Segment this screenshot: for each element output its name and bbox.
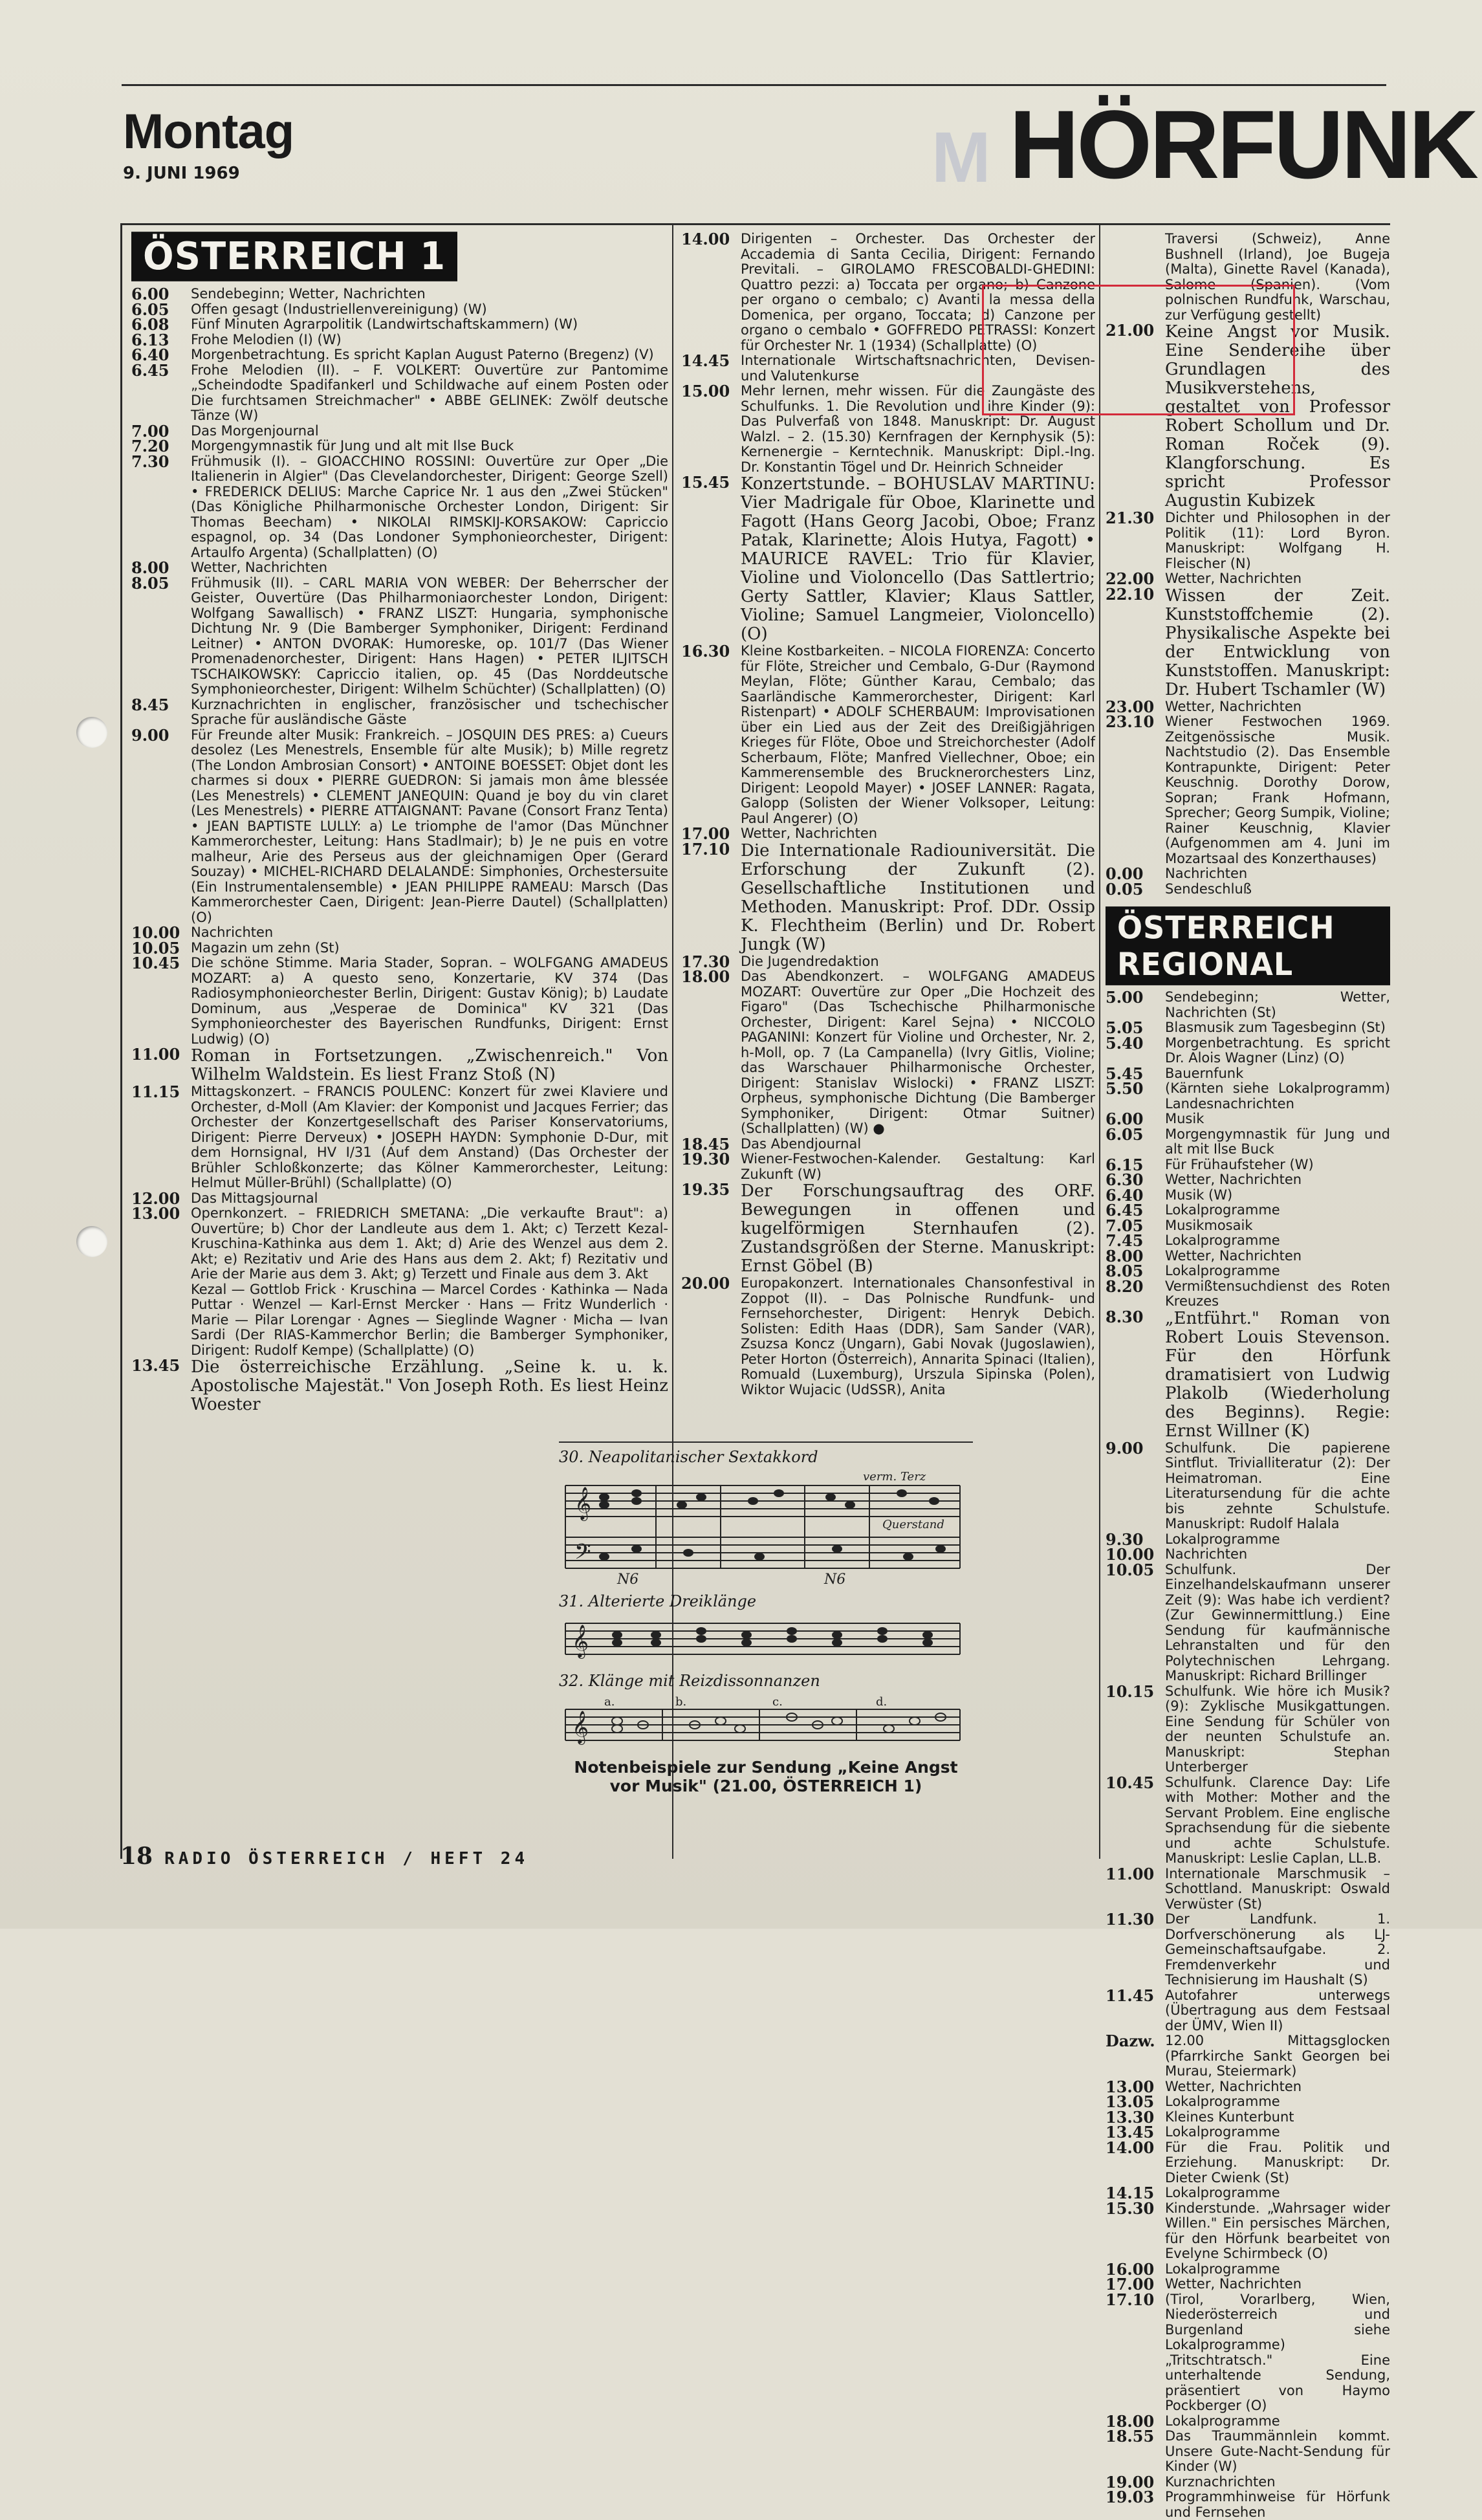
- program-entry: [1106, 2186, 1390, 2201]
- music-example-31-staff: [559, 1610, 973, 1669]
- program-text: Mehr lernen, mehr wissen. Für die Zaungäste des Schulfunks. 1. Die Revolution und ihre Kinder (9): Das Pulverfaß von 1848. Manuskript: Dr. August Walzl. – 2. (15.30) Kernfragen der Kernphysik (5): Kernenergie – Kerntechnik. Manuskript: Dipl.-Ing. Dr. Konstantin Tögel und Dr. Heinrich Schneider: [741, 383, 1095, 475]
- program-entry: [131, 454, 668, 561]
- program-entry: [131, 560, 668, 576]
- program-text: Nachrichten: [1165, 866, 1248, 881]
- program-entry: [1106, 2125, 1390, 2140]
- program-text: Kinderstunde. „Wahrsager wider Willen." Ein persisches Märchen, für den Hörfunk bearbeitet von Evelyne Schirmbeck (O): [1165, 2200, 1390, 2261]
- program-time: 15.30: [1106, 2198, 1155, 2218]
- program-text: Frohe Melodien (I) (W): [191, 331, 342, 347]
- oe1-banner: ÖSTERREICH 1: [131, 232, 457, 281]
- program-text: Kurznachrichten in englischer, französischer und tschechischer Sprache für ausländische Gäste: [191, 696, 668, 727]
- program-text: Musikmosaik: [1165, 1217, 1253, 1233]
- program-text: Wetter, Nachrichten: [1165, 1172, 1302, 1187]
- program-time: 8.20: [1106, 1276, 1144, 1296]
- svg-text:𝄞: 𝄞: [574, 1487, 592, 1520]
- program-text: Fünf Minuten Agrarpolitik (Landwirtschaftskammern) (W): [191, 316, 578, 332]
- program-time: 5.45: [1106, 1064, 1144, 1083]
- program-text: Die Jugendredaktion: [741, 953, 879, 969]
- highlight-box: [982, 285, 1295, 415]
- program-entry: [131, 1206, 668, 1282]
- program-text: Für Freunde alter Musik: Frankreich. – JOSQUIN DES PRES: a) Cueurs desolez (Les Menestrels, Ensemble für alte Musik); b) Mille regretz (The London Ambrosian Consort) • ANTOINE BOESSET: Objet dont les charmes si doux • PIERRE GUEDRON: Si jamais mon âme blessée (Les Menestrels) • CLEMENT JANEQUIN: Quand je boy du vin claret (Les Menestrels) • PIERRE ATTAIGNANT: Pavane (Consort Franz Tenta) • JEAN BAPTISTE LULLY: a) Le triomphe de l'amor (Das Münchner Kammerorchester, Leitung: Hans Stadlmair); b) Je ne puis en votre malheur, Arie des Perseus aus der gleichnamigen Oper (Gerard Souzay) • MICHEL-RICHARD DELALANDE: Simphonies, Orchestersuite (Ein Instrumentalensemble) • JEAN PHILIPPE RAMEAU: Marsch (Das Kammerorchester Caen, Dirigent: Jean-Pierre Dautel) (Schallplatten) (O): [191, 727, 668, 925]
- program-text: Morgengymnastik für Jung und alt mit Ilse Buck: [1165, 1126, 1390, 1157]
- program-text: Wiener-Festwochen-Kalender. Gestaltung: Karl Zukunft (W): [741, 1151, 1095, 1182]
- program-time: 17.10: [681, 839, 730, 859]
- program-time: 0.05: [1106, 879, 1144, 899]
- program-entry: [1106, 866, 1390, 882]
- program-entry: [131, 439, 668, 454]
- program-time: 19.30: [681, 1150, 730, 1168]
- program-time: 10.45: [131, 954, 180, 972]
- music-examples: [559, 1436, 973, 1795]
- program-entry: [1106, 2033, 1390, 2079]
- program-entry: [1106, 714, 1390, 866]
- program-time: 14.00: [1106, 2138, 1155, 2157]
- program-time: 20.00: [681, 1274, 730, 1293]
- program-time: 6.30: [1106, 1170, 1144, 1189]
- program-time: 8.45: [131, 695, 169, 714]
- program-text: Internationale Marschmusik – Schottland. Manuskript: Oswald Verwüster (St): [1165, 1865, 1390, 1912]
- program-time: 7.20: [131, 437, 169, 455]
- program-entry: [131, 573, 668, 697]
- program-time: 18.55: [1106, 2427, 1155, 2446]
- program-text: Musik (W): [1165, 1187, 1233, 1203]
- program-text: Für Frühaufsteher (W): [1165, 1156, 1314, 1172]
- program-entry: [131, 956, 668, 1047]
- program-entry: [1106, 1276, 1390, 1309]
- program-entry: [1106, 2198, 1390, 2262]
- program-text: Sendeschluß: [1165, 881, 1252, 897]
- program-entry: [1106, 879, 1390, 899]
- program-entry: [681, 644, 1095, 826]
- program-time: 6.05: [1106, 1124, 1144, 1144]
- program-text: Lokalprogramme: [1165, 1233, 1280, 1248]
- program-time: 23.00: [1106, 697, 1155, 716]
- program-entry: [681, 839, 1095, 954]
- program-time: 19.35: [681, 1180, 730, 1199]
- program-entry: [131, 1084, 668, 1191]
- program-entry: [681, 475, 1095, 644]
- program-entry: [131, 1191, 668, 1207]
- program-text: Nachrichten: [1165, 1546, 1248, 1562]
- program-text: Wetter, Nachrichten: [1165, 571, 1302, 586]
- footer-text: RADIO ÖSTERREICH / HEFT 24: [164, 1849, 529, 1868]
- program-text: Das Mittagsjournal: [191, 1190, 318, 1206]
- program-text: Dichter und Philosophen in der Politik (11): Lord Byron. Manuskript: Wolfgang H. Fleischer (N): [1165, 510, 1390, 571]
- program-text: Lokalprogramme: [1165, 2261, 1280, 2277]
- program-entry: [131, 330, 668, 349]
- program-time: 11.45: [1106, 1986, 1155, 2005]
- program-text: Schulfunk. Der Einzelhandelskaufmann unserer Zeit (9): Was habe ich verdient? (Zur Gewinnermittlung.) Eine Sendung für kaufmännische Lehranstalten und für den Polytechnischen Lehrgang. Manuskript: Richard Brillinger: [1165, 1561, 1390, 1683]
- program-entry: [131, 697, 668, 728]
- program-text: Wetter, Nachrichten: [1165, 1247, 1302, 1264]
- program-entry: [1106, 584, 1390, 699]
- program-time: 19.03: [1106, 2488, 1155, 2506]
- program-entry: [1106, 1438, 1390, 1532]
- program-entry: [131, 938, 668, 958]
- program-text: Musik: [1165, 1111, 1204, 1126]
- page-number: 18: [120, 1843, 153, 1870]
- program-text: Bauernfunk: [1165, 1065, 1244, 1081]
- regional-schedule: [1106, 990, 1390, 2520]
- program-entry: [1106, 1246, 1390, 1265]
- program-time: 13.45: [131, 1356, 180, 1375]
- program-time: 6.15: [1106, 1155, 1144, 1174]
- program-text: Wetter, Nachrichten: [1165, 698, 1302, 714]
- column-rule: [1099, 225, 1100, 1859]
- program-text: Dirigenten – Orchester. Das Orchester der Accademia di Santa Cecilia, Dirigent: Fernando Previtali. – GIROLAMO FRESCOBALDI-GHEDINI: Quattro pezzi: a) Toccata per organo; b) Canzone per organo o cembalo; c) Avanti la messa della Domenica, per organo, Toccata; d) Canzone per organo o cembalo • GOFFREDO PETRASSI: Konzert für Orchester Nr. 1 (1934) (Schallplatte) (O): [741, 231, 1095, 353]
- program-entry: [1106, 1203, 1390, 1218]
- section-title: HÖRFUNK: [1009, 90, 1476, 199]
- program-time: 17.00: [681, 824, 730, 843]
- program-text: Der Landfunk. 1. Dorfverschönerung als LJ-Gemeinschaftsaufgabe. 2. Fremdenverkehr und Technisierung im Haushalt (S): [1165, 1911, 1390, 1988]
- day-title: Montag: [123, 104, 294, 159]
- program-text: Sendebeginn; Wetter, Nachrichten: [191, 286, 426, 301]
- program-time: 9.30: [1106, 1529, 1144, 1549]
- program-entry: [681, 1276, 1095, 1397]
- program-time: 8.30: [1106, 1307, 1144, 1326]
- music-example-31-title: 31. Alterierte Dreiklänge: [559, 1592, 757, 1610]
- program-time: 11.15: [131, 1082, 180, 1101]
- program-entry: [681, 1134, 1095, 1154]
- program-entry: [681, 1152, 1095, 1182]
- program-entry: [131, 347, 668, 363]
- program-text: Roman in Fortsetzungen. „Zwischenreich." Von Wilhelm Waldstein. Es liest Franz Stoß (N): [191, 1046, 668, 1084]
- program-time: 10.00: [1106, 1545, 1155, 1564]
- program-time: 10.15: [1106, 1682, 1155, 1701]
- program-time: 13.00: [131, 1204, 180, 1223]
- program-entry: [131, 287, 668, 302]
- program-time: 7.45: [1106, 1231, 1144, 1250]
- program-text: (Kärnten siehe Lokalprogramm) Landesnachrichten: [1165, 1080, 1390, 1112]
- program-time: 6.00: [1106, 1110, 1144, 1128]
- program-entry: [131, 725, 668, 926]
- program-text: Lokalprogramme: [1165, 2094, 1280, 2109]
- program-time: 0.00: [1106, 864, 1144, 883]
- program-entry: [1106, 2429, 1390, 2475]
- program-entry: [1106, 1233, 1390, 1249]
- program-time: 6.13: [131, 330, 169, 349]
- program-text: Das Abendjournal: [741, 1135, 862, 1152]
- program-time: 10.05: [131, 938, 180, 958]
- program-text: Das Traummännlein kommt. Unsere Gute-Nacht-Sendung für Kinder (W): [1165, 2428, 1390, 2474]
- program-text: Keine Angst vor Musik. Eine Sendereihe über Grundlagen des Musikverstehens, gestaltet von Professor Robert Schollum und Dr. Roman Roček (9). Klangforschung. Es spricht Professor Augustin Kubizek: [1165, 322, 1390, 510]
- ex32-label-b: b.: [675, 1695, 687, 1709]
- program-text: Kleine Kostbarkeiten. – NICOLA FIORENZA: Concerto für Flöte, Streicher und Cembalo, G-Dur (Raymond Meylan, Flöte; Günther Karau, Cembalo; das Saarländische Kammerorchester, Dirigent: Karl Ristenpart) • ADOLF SCHERBAUM: Improvisationen über ein Lied aus der Zeit des Dreißigjährigen Krieges für Flöte, Oboe und Streichorchester (Adolf Scherbaum, Flöte; Manfred Viellechner, Oboe; ein Kammerensemble des Brucknerorchesters Linz, Dirigent: Leopold Mayer) • JOSEF LANNER: Ragata, Galopp (Solisten der Wiener Volksoper, Leitung: Paul Angerer) (O): [741, 643, 1095, 826]
- program-entry: [1106, 2107, 1390, 2127]
- program-time: 13.30: [1106, 2107, 1155, 2127]
- program-text: Wetter, Nachrichten: [741, 826, 878, 841]
- program-text: Traversi (Schweiz), Anne Bushnell (Irland), Joe Bugeja (Malta), Ginette Ravel (Kanada), Salome (Spanien). (Vom polnischen Rundfunk, Warschau, zur Verfügung gestellt): [1165, 231, 1390, 323]
- program-time: 6.08: [131, 315, 169, 334]
- punch-hole-top: [76, 717, 107, 748]
- program-entry: [1106, 1157, 1390, 1173]
- program-entry: [1106, 1775, 1390, 1867]
- program-text: 12.00 Mittagsglocken (Pfarrkirche Sankt Georgen bei Murau, Steiermark): [1165, 2033, 1390, 2079]
- program-time: 9.00: [1106, 1438, 1144, 1458]
- program-text: Lokalprogramme: [1165, 1263, 1280, 1278]
- program-time: 6.05: [131, 300, 169, 319]
- program-text: Morgenbetrachtung. Es spricht Kaplan August Paterno (Bregenz) (V): [191, 347, 654, 362]
- program-entry: [1106, 1309, 1390, 1441]
- music-example-30-title: 30. Neapolitanischer Sextakkord: [559, 1448, 818, 1466]
- program-text: Lokalprogramme: [1165, 2413, 1280, 2429]
- program-time: 16.30: [681, 642, 730, 661]
- program-entry: [1106, 1562, 1390, 1684]
- program-entry: [1106, 2259, 1390, 2279]
- program-entry: [131, 360, 668, 424]
- program-entry: [131, 317, 668, 333]
- program-time: 8.00: [1106, 1246, 1144, 1265]
- program-text: Wetter, Nachrichten: [1165, 2276, 1302, 2292]
- program-text: Schulfunk. Clarence Day: Life with Mother: Mother and the Servant Problem. Eine englische Sprachsendung für die siebente und achte Schulstufe. Manuskript: Leslie Caplan, LL.B.: [1165, 1774, 1390, 1866]
- program-time: 14.45: [681, 351, 730, 370]
- program-entry: [131, 302, 668, 318]
- program-text: Autofahrer unterwegs (Übertragung aus dem Festsaal der ÜMV, Wien II): [1165, 1987, 1390, 2033]
- program-text: Die schöne Stimme. Maria Stader, Sopran. – WOLFGANG AMADEUS MOZART: a) A questo seno, Konzertarie, KV 374 (Das Radiosymphonieorchester Berlin, Dirigent: Gustav König); b) Laudate Dominum, aus „Vesperae de Dominica" KV 321 (Das Symphonieorchester des Bayerischen Rundfunks, Dirigent: Ernst Ludwig) (O): [191, 955, 668, 1047]
- svg-text:𝄞: 𝄞: [572, 1625, 589, 1658]
- program-time: 17.00: [1106, 2275, 1155, 2294]
- program-text: Lokalprogramme: [1165, 1531, 1280, 1547]
- column-1: [131, 225, 668, 1414]
- program-time: 6.40: [1106, 1185, 1144, 1205]
- program-text: Blasmusik zum Tagesbeginn (St): [1165, 1020, 1386, 1035]
- program-time: 5.00: [1106, 988, 1144, 1007]
- program-text: (Tirol, Vorarlberg, Wien, Niederösterreich und Burgenland siehe Lokalprogramme) „Tritschtratsch." Eine unterhaltende Sendung, präsentiert von Haymo Pockberger (O): [1165, 2291, 1390, 2413]
- program-entry: [131, 1282, 668, 1359]
- program-time: 6.40: [131, 345, 169, 364]
- program-text: Wissen der Zeit. Kunststoffchemie (2). Physikalische Aspekte bei der Entwicklung von Kunststoffen. Manuskript: Dr. Hubert Tschamler (W): [1165, 586, 1390, 699]
- program-time: 8.05: [131, 573, 169, 593]
- program-text: Schulfunk. Die papierene Sintflut. Trivialliteratur (2): Der Heimatroman. Eine Literatursendung für die achte bis zehnte Schulstufe. Manuskript: Rudolf Halala: [1165, 1440, 1390, 1531]
- program-entry: [1106, 1988, 1390, 2034]
- program-text: Die Internationale Radiouniversität. Die Erforschung der Zukunft (2). Gesellschaftliche Institutionen und Methoden. Manuskript: Prof. DDr. Ossip K. Flechtheim (Berlin) und Dr. Robert Jungk (W): [741, 840, 1095, 954]
- n6-label-b: N6: [824, 1572, 846, 1588]
- program-text: Für die Frau. Politik und Erziehung. Manuskript: Dr. Dieter Cwienk (St): [1165, 2139, 1390, 2186]
- music-rule: [559, 1441, 973, 1443]
- program-entry: [1106, 1218, 1390, 1234]
- bleed-through-text: M: [932, 118, 990, 197]
- program-entry: [1106, 1864, 1390, 1912]
- program-text: Offen gesagt (Industriellenvereinigung) (W): [191, 301, 487, 317]
- program-text: Lokalprogramme: [1165, 1202, 1280, 1218]
- program-time: 22.10: [1106, 584, 1155, 604]
- program-time: 13.05: [1106, 2092, 1155, 2111]
- program-entry: [1106, 2490, 1390, 2520]
- program-text: Lokalprogramme: [1165, 2185, 1280, 2200]
- punch-hole-bottom: [76, 1226, 107, 1257]
- program-time: 5.50: [1106, 1079, 1144, 1098]
- program-time: 11.00: [1106, 1864, 1155, 1883]
- music-example-30-staff: [559, 1466, 973, 1589]
- program-time: 6.45: [1106, 1201, 1144, 1220]
- program-text: Kezal — Gottlob Frick · Kruschina — Marcel Cordes · Kathinka — Nada Puttar · Wenzel — Karl-Ernst Mercker · Hans — Fritz Wunderlich · Marie — Pilar Lorengar · Agnes — Sieglinde Wagner · Micha — Ivan Sardi (Der RIAS-Kammerchor Berlin; die Bamberger Symphoniker, Dirigent: Rudolf Kempe) (Schallplatte) (O): [191, 1281, 668, 1358]
- program-entry: [1106, 2292, 1390, 2414]
- program-time: 6.00: [131, 285, 169, 303]
- program-entry: [1106, 1112, 1390, 1127]
- program-time: 23.10: [1106, 712, 1155, 731]
- program-text: Frühmusik (I). – GIOACCHINO ROSSINI: Ouvertüre zur Oper „Die Italienerin in Algier" (Das Clevelandorchester, Dirigent: George Szell) • FREDERICK DELIUS: Marche Caprice Nr. 1 aus den „Zwei Stücken" (Das Königliche Philharmonische Orchester London, Dirigent: Sir Thomas Beecham) • NIKOLAI RIMSKIJ-KORSAKOW: Capriccio espagnol, op. 34 (Das Londoner Symphonieorchester, Dirigent: Artaulfo Argenta) (Schallplatten) (O): [191, 453, 668, 560]
- program-entry: [1106, 1172, 1390, 1188]
- program-entry: [1106, 2472, 1390, 2492]
- program-entry: [1106, 1185, 1390, 1205]
- program-entry: [1106, 2140, 1390, 2186]
- program-time: 7.30: [131, 452, 169, 471]
- program-entry: [1106, 2411, 1390, 2431]
- program-time: 13.45: [1106, 2123, 1155, 2142]
- program-time: 22.00: [1106, 569, 1155, 588]
- verm-label: verm. Terz: [863, 1470, 926, 1484]
- program-time: 14.15: [1106, 2184, 1155, 2202]
- program-entry: [1106, 1684, 1390, 1775]
- program-time: 21.00: [1106, 321, 1155, 340]
- program-text: Magazin um zehn (St): [191, 939, 340, 956]
- program-time: 8.05: [1106, 1262, 1144, 1280]
- program-entry: [1106, 990, 1390, 1020]
- program-time: 10.45: [1106, 1773, 1155, 1792]
- program-time: 14.00: [681, 230, 730, 248]
- program-text: Europakonzert. Internationales Chansonfestival in Zoppot (II). – Das Polnische Rundfunk- und Fernsehorchester, Dirigent: Henryk Debich. Solisten: Edith Haas (DDR), Sam Sander (VAR), Zsuzsa Koncz (Ungarn), Gabi Novak (Jugoslawien), Peter Horton (Österreich), Annarita Spinaci (Italien), Romuald (Luxemburg), Urszula Sipinska (Polen), Wiktor Wujacic (UdSSR), Anita: [741, 1275, 1095, 1397]
- program-time: 16.00: [1106, 2259, 1155, 2279]
- program-entry: [131, 1047, 668, 1084]
- program-time: 11.30: [1106, 1910, 1155, 1929]
- header-rule: [122, 84, 1386, 86]
- querstand-label: Querstand: [882, 1518, 944, 1531]
- program-time: 18.00: [681, 967, 730, 986]
- program-text: Die österreichische Erzählung. „Seine k. u. k. Apostolische Majestät." Von Joseph Roth. Es liest Heinz Woester: [191, 1357, 668, 1414]
- program-text: Programmhinweise für Hörfunk und Fernsehen: [1165, 2489, 1390, 2520]
- program-text: Das Morgenjournal: [191, 422, 319, 439]
- music-caption: Notenbeispiele zur Sendung „Keine Angst vor Musik" (21.00, ÖSTERREICH 1): [574, 1758, 958, 1795]
- program-entry: [1106, 1547, 1390, 1562]
- program-time: [131, 1282, 191, 1359]
- program-entry: [681, 969, 1095, 1137]
- program-entry: [1106, 1066, 1390, 1082]
- ex32-label-a: a.: [604, 1695, 615, 1709]
- music-example-32-staff: [559, 1690, 973, 1755]
- program-text: Der Forschungsauftrag des ORF. Bewegungen in offenen und kugelförmigen Sternhaufen (2). Zustandsgrößen der Sterne. Manuskript: Ernst Göbel (B): [741, 1181, 1095, 1276]
- program-time: 19.00: [1106, 2472, 1155, 2492]
- program-time: 21.30: [1106, 509, 1155, 527]
- program-text: Kleines Kunterbunt: [1165, 2109, 1294, 2125]
- program-time: 10.05: [1106, 1560, 1155, 1579]
- program-entry: [1106, 1124, 1390, 1157]
- program-text: Nachrichten: [191, 925, 274, 940]
- program-entry: [1106, 1264, 1390, 1279]
- program-text: Lokalprogramme: [1165, 2124, 1280, 2140]
- program-text: Internationale Wirtschaftsnachrichten, Devisen- und Valutenkurse: [741, 353, 1095, 384]
- program-text: „Entführt." Roman von Robert Louis Stevenson. Für den Hörfunk dramatisiert von Ludwig Plakolb (Wiederholung des Beginns). Regie: Ernst Willner (K): [1165, 1308, 1390, 1441]
- program-text: Mittagskonzert. – FRANCIS POULENC: Konzert für zwei Klaviere und Orchester, d-Moll (Am Klavier: der Komponist und Jacques Ferrier; das Orchester der Konzertgesellschaft des Pariser Konservatoriums, Dirigent: Pierre Derveux) • JOSEPH HAYDN: Symphonie D-Dur, mit dem Hornsignal, HV I/31 (Auf dem Anstand) (Das Orchester der Brühler Schloßkonzerte; das Kölner Kammerorchester, Leitung: Helmut Müller-Brühl) (Schallplatte) (O): [191, 1084, 668, 1190]
- program-entry: [1106, 1033, 1390, 1066]
- program-text: Frohe Melodien (II). – F. VOLKERT: Ouvertüre zur Pantomime „Scheindodte Spadifankerl und Schildwache auf einem Posten oder Die furchtsamen Streichmacher" • ABBE GELINEK: Zwölf deutsche Tänze (W): [191, 362, 668, 423]
- oe1-schedule-part1: [131, 287, 668, 1414]
- program-text: Wiener Festwochen 1969. Zeitgenössische Musik. Nachtstudio (2). Das Ensemble Kontrapunkte, Dirigent: Peter Keuschnig. Dorothy Dorow, Sopran; Frank Hofmann, Sprecher; Georg Sumpik, Violine; Rainer Keuschnig, Klavier (Aufgenommen am 4. Juni im Mozartsaal des Konzerthauses): [1165, 714, 1390, 866]
- svg-text:𝄢: 𝄢: [574, 1540, 591, 1570]
- program-entry: [681, 954, 1095, 970]
- program-time: 11.00: [131, 1045, 180, 1064]
- program-time: Dazw.: [1106, 2032, 1155, 2050]
- program-text: Morgengymnastik für Jung und alt mit Ilse Buck: [191, 438, 514, 454]
- program-time: 6.45: [131, 360, 169, 380]
- program-time: 7.00: [131, 421, 169, 441]
- program-entry: [131, 421, 668, 441]
- svg-text:𝄞: 𝄞: [572, 1711, 589, 1744]
- program-text: Kurznachrichten: [1165, 2473, 1276, 2490]
- program-text: Wetter, Nachrichten: [191, 560, 328, 575]
- page-footer: [120, 1843, 529, 1870]
- music-example-32-title: 32. Klänge mit Reizdissonnanzen: [559, 1672, 820, 1690]
- program-text: Opernkonzert. – FRIEDRICH SMETANA: „Die verkaufte Braut": a) Ouvertüre; b) Chor der Landleute aus dem 1. Akt; c) Terzett Kezal-Kruschina-Kathinka aus dem 1. Akt; d) Arie des Wenzel aus dem 2. Akt; e) Rezitativ und Arie des Hans aus dem 2. Akt; f) Rezitativ und Arie der Marie aus dem 3. Akt; g) Terzett und Finale aus dem 3. Akt: [191, 1205, 668, 1282]
- program-text: Schulfunk. Wie höre ich Musik? (9): Zyklische Musikgattungen. Eine Sendung für Schüler von der neunten Schulstufe an. Manuskript: Stephan Unterberger: [1165, 1683, 1390, 1775]
- program-entry: [131, 925, 668, 941]
- program-time: 17.30: [681, 952, 730, 971]
- program-time: 18.00: [1106, 2411, 1155, 2431]
- program-text: Frühmusik (II). – CARL MARIA VON WEBER: Der Beherrscher der Geister, Ouvertüre (Das Philharmoniaorchester London, Dirigent: Wolfgang Sawallisch) • FRANZ LISZT: Hungaria, symphonische Dichtung Nr. 9 (Die Bamberger Symphoniker, Dirigent: Ferdinand Leitner) • ANTON DVORAK: Humoreske, op. 101/7 (Das Wiener Promenadenorchester, Dirigent: Hans Hagen) • PETER ILJITSCH TSCHAIKOWSKY: Capriccio italien, op. 45 (Das Norddeutsche Symphonieorchester, Dirigent: Wilhelm Schüchter) (Schallplatten) (O): [191, 575, 668, 697]
- program-entry: [1106, 510, 1390, 571]
- date-label: 9. JUNI 1969: [123, 164, 240, 183]
- program-time: 18.45: [681, 1134, 730, 1154]
- program-entry: [681, 1182, 1095, 1276]
- program-entry: [1106, 2094, 1390, 2110]
- program-text: Morgenbetrachtung. Es spricht Dr. Alois Wagner (Linz) (O): [1165, 1035, 1390, 1066]
- ex32-label-c: c.: [772, 1695, 783, 1709]
- column-3: [1106, 225, 1390, 2520]
- program-entry: [131, 1358, 668, 1414]
- program-entry: [1106, 1020, 1390, 1036]
- program-time: 9.00: [131, 725, 169, 745]
- program-text: Wetter, Nachrichten: [1165, 2078, 1302, 2094]
- program-text: Vermißtensuchdienst des Roten Kreuzes: [1165, 1278, 1390, 1309]
- program-text: Konzertstunde. – BOHUSLAV MARTINU: Vier Madrigale für Oboe, Klarinette und Fagott (Hans Georg Jacobi, Oboe; Franz Patak, Klarinette; Alois Hutya, Fagott) • MAURICE RAVEL: Trio für Klavier, Violine und Violoncello (Das Sattlertrio; Gerty Sattler, Klavier; Klaus Sattler, Violine; Samuel Langmeier, Violoncello) (O): [741, 474, 1095, 644]
- program-entry: [1106, 1912, 1390, 1988]
- program-entry: [1106, 2277, 1390, 2292]
- program-time: 15.45: [681, 473, 730, 492]
- program-time: 8.00: [131, 558, 169, 577]
- program-time: 13.00: [1106, 2077, 1155, 2096]
- program-time: 17.10: [1106, 2290, 1155, 2309]
- program-entry: [1106, 571, 1390, 587]
- program-entry: [1106, 1081, 1390, 1112]
- ex32-label-d: d.: [876, 1695, 888, 1709]
- regional-banner: ÖSTERREICH REGIONAL: [1106, 906, 1390, 985]
- program-time: 5.05: [1106, 1018, 1144, 1037]
- n6-label-a: N6: [617, 1572, 639, 1588]
- program-time: 7.05: [1106, 1216, 1144, 1235]
- program-time: 15.00: [681, 382, 730, 400]
- program-time: 5.40: [1106, 1033, 1144, 1053]
- program-text: Das Abendkonzert. – WOLFGANG AMADEUS MOZART: Ouvertüre zur Oper „Die Hochzeit des Figaro" (Das Tschechische Philharmonische Orchester, Dirigent: Karel Sejna) • NICCOLO PAGANINI: Konzert für Violine und Orchester, Nr. 2, h-Moll, op. 7 (La Campanella) (Ivry Gitlis, Violine; das Warschauer Philharmonische Orchester, Dirigent: Stanislav Wislocki) • FRANZ LISZT: Orpheus, symphonische Dichtung (Die Bamberger Symphoniker, Dirigent: Otmar Suitner) (Schallplatten) (W) ●: [741, 969, 1095, 1136]
- program-entry: [681, 826, 1095, 842]
- program-text: Sendebeginn; Wetter, Nachrichten (St): [1165, 989, 1390, 1020]
- program-entry: [1106, 2079, 1390, 2095]
- program-time: 12.00: [131, 1189, 180, 1208]
- program-time: 10.00: [131, 923, 180, 942]
